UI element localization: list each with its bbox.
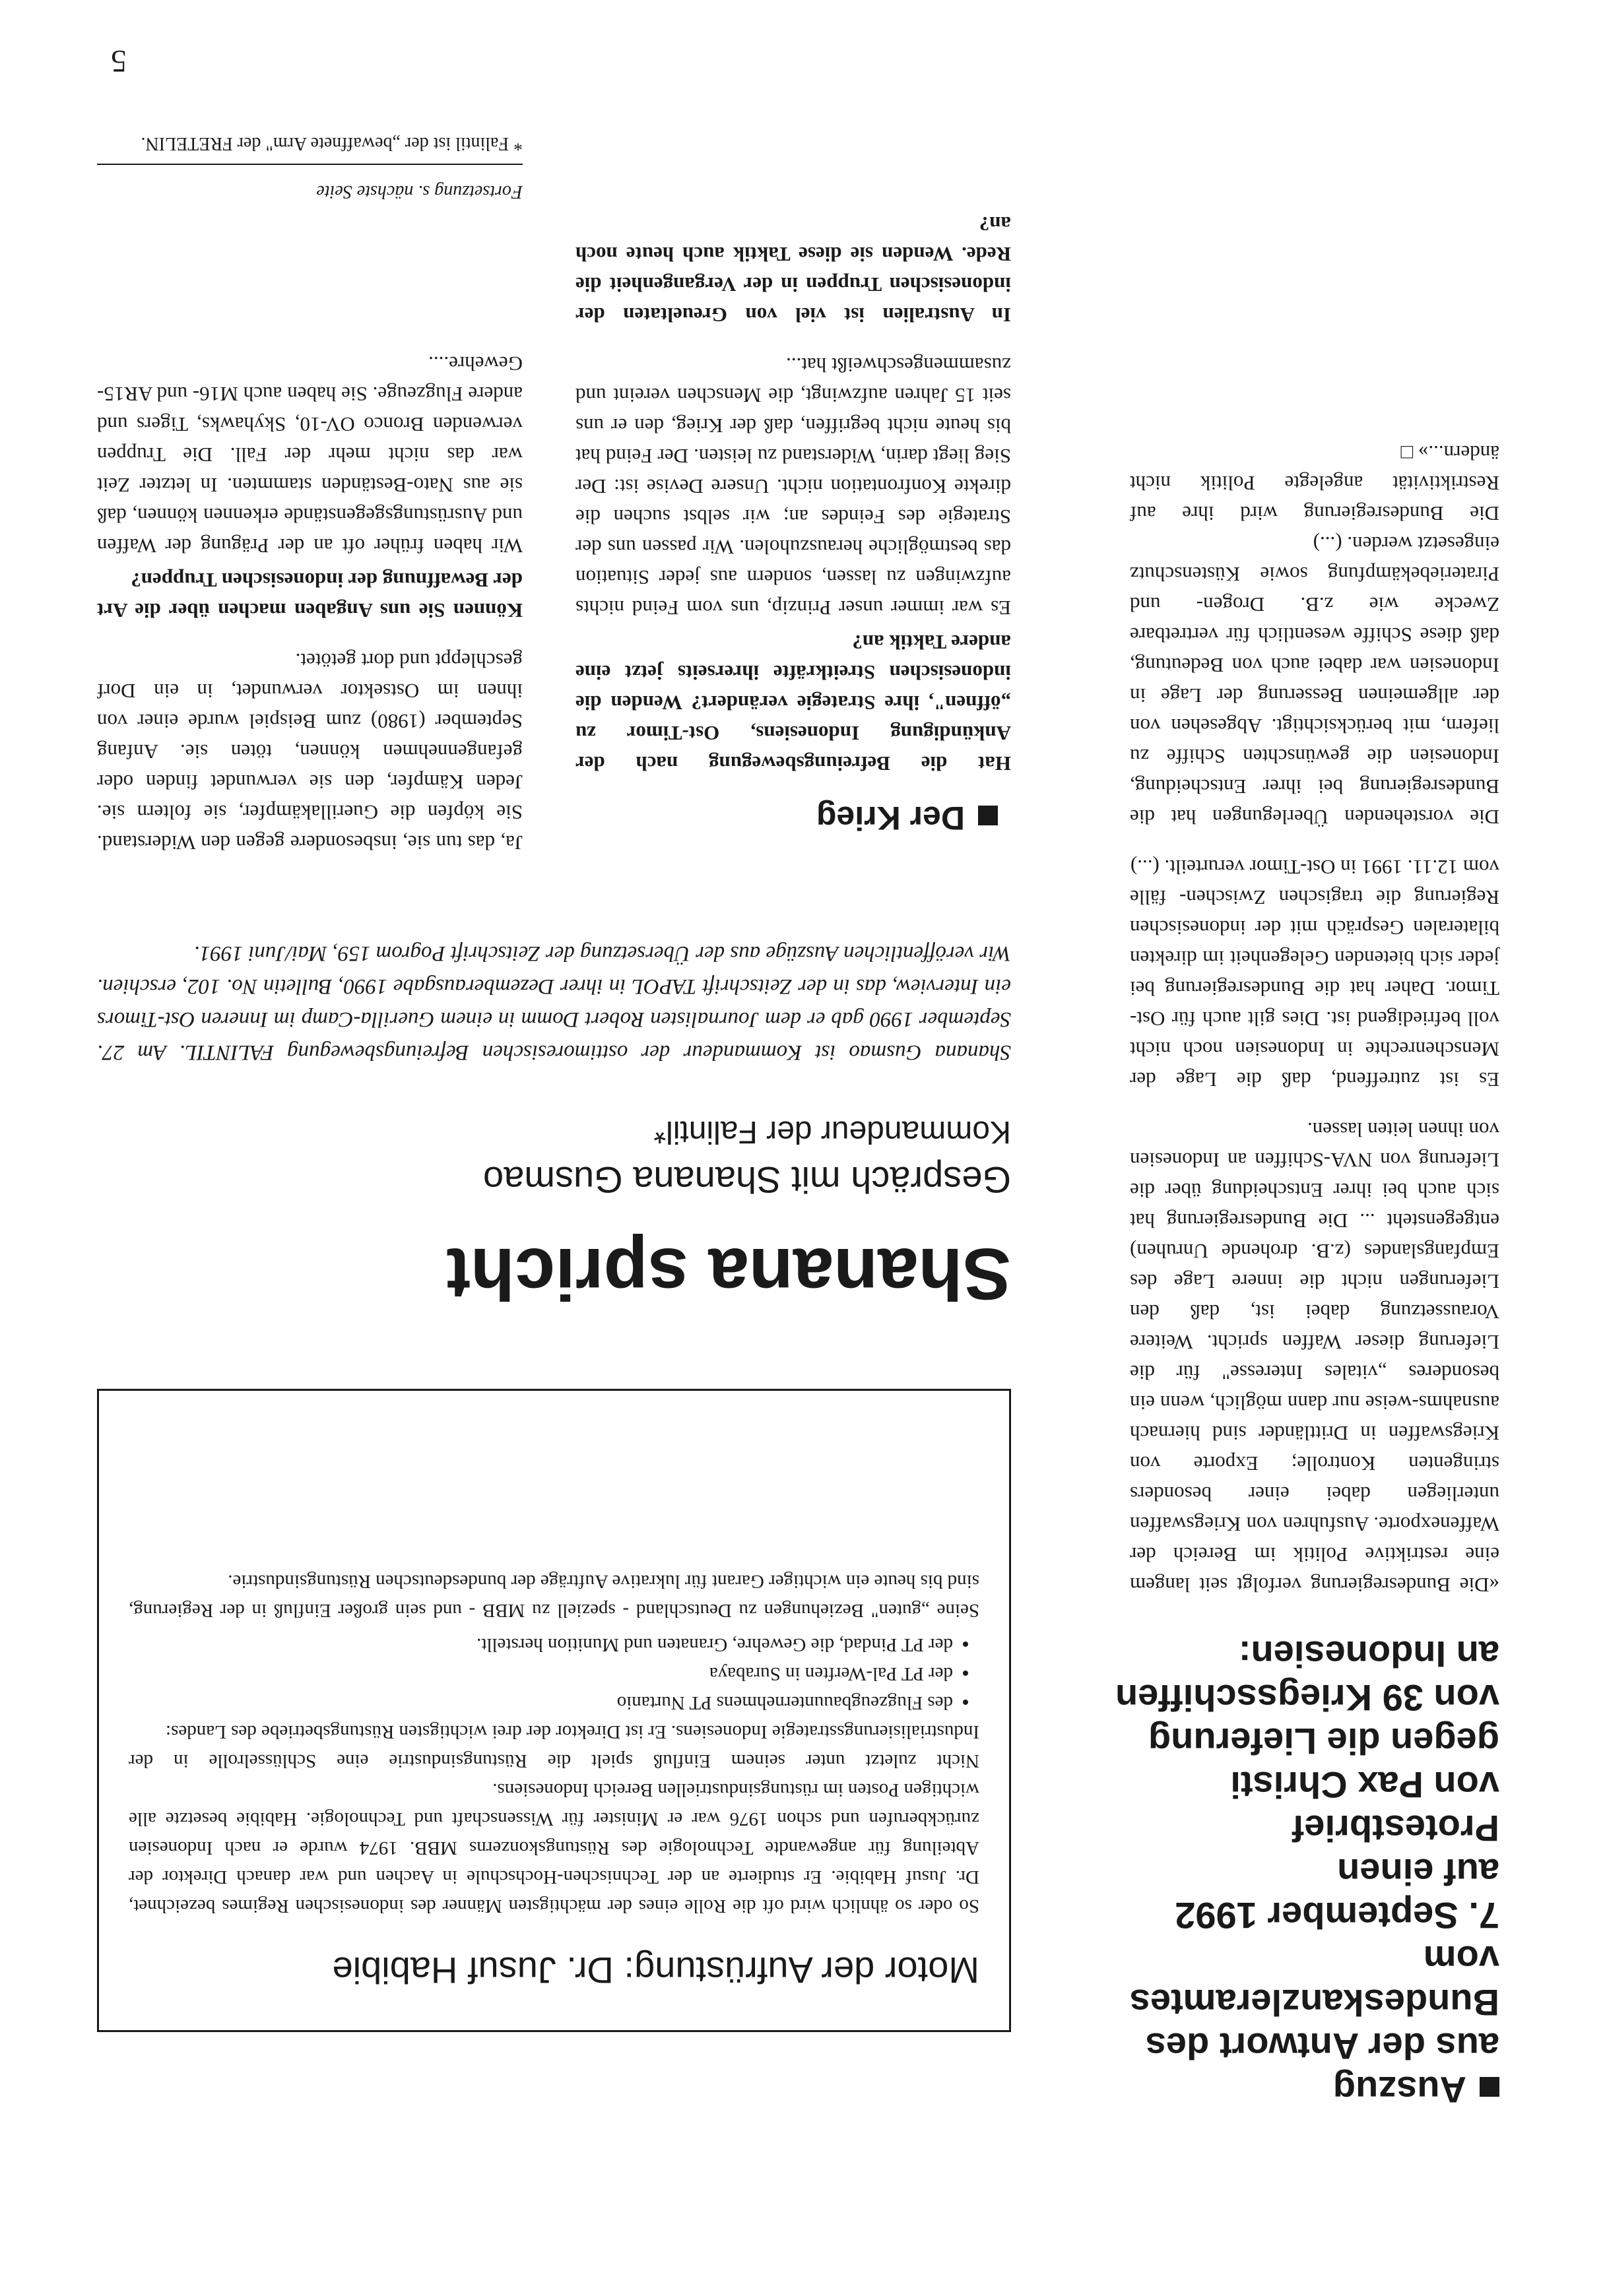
sidebar-heading-line: von Pax Christi — [1230, 1764, 1499, 1806]
sidebar-heading-line: Auszug — [1130, 2068, 1499, 2111]
sidebar-heading-line: aus der Antwort des — [1145, 2025, 1499, 2067]
box-bullet-list — [129, 1630, 979, 1717]
box-title: Motor der Aufrüstung: Dr. Jusuf Habibie — [332, 1950, 979, 1991]
interview-question: In Australien ist viel von Greueltaten der indonesischen Truppen in der Vergangenheit die Rede. Wenden sie diese Taktik auch heute noch an? — [575, 212, 1011, 327]
interview-question: Hat die Befreiungsbewegung nach der Ankündigung Indonesiens, Ost-Timor zu „öffnen", ihre Strategie verändert? Wenden die indonesischen Streitkräfte ihrerseits jetzt eine andere Taktik an? — [575, 631, 1011, 775]
box-paragraph: Seine „guten" Beziehungen zu Deutschland - speziell zu MBB - und sein großer Einfluß in der Regierung, sind bis heute ein wichtiger Garant für lukrative Aufträge der bundesdeutschen Rüstungsindustrie. — [129, 1571, 979, 1621]
box-paragraph: Nicht zuletzt unter seinem Einfluß spielt die Rüstungsindustrie eine Schlüsselrolle in der Industrialisierungsstrategie Indonesiens. Er ist Direktor der drei wichtigsten Rüstungsbetriebe des Landes: — [129, 1721, 979, 1771]
interview-answer: Es war immer unser Prinzip, uns vom Feind nichts aufzwingen zu lassen, sondern aus jeder Situation das bestmögliche herauszuholen. Wir passen uns der Strategie des Feindes an; wir selbst suchen die direkte Konfrontation nicht. Unsere Devise ist: Der Sieg liegt darin, Widerstand zu leisten. Der Feind hat bis heute nicht begriffen, daß der Krieg, den er uns seit 15 Jahren aufzwingt, die Menschen vereint und zusammengeschweißt hat... — [575, 354, 1011, 620]
article-intro: Shanana Gusmao ist Kommandeur der osttimoresischen Befreiungsbewegung FALINTIL. Am 27. September 1990 gab er dem Journalisten Robert Domm in einem Guerilla-Camp im Inneren Ost-Timors ein Interview, das in der Zeitschrift TAPOL in ihrer Dezemberausgabe 1990, Bulletin No. 102, erschien. Wir veröffentlichen Auszüge aus der Übersetzung der Zeitschrift Pogrom 159, Mai/Juni 1991. — [97, 941, 1011, 1064]
sidebar-paragraph: Die vorstehenden Überlegungen hat die Bundesregierung bei ihrer Entscheidung, Indonesien die gewünschten Schiffe zu liefern, mit berücksichtigt. Abgesehen von der allgemeinen Besserung der Lage in Indonesien war dabei auch von Bedeutung, daß diese Schiffe wesentlich für vertretbare Zwecke wie z.B. Drogen- und Pirateriebekämpfung sowie Küstenschutz eingesetzt werden. (...) — [1130, 532, 1499, 829]
interview-question: Können Sie uns Angaben machen über die Art der Bewaffnung der indonesischen Truppen? — [97, 569, 523, 622]
sidebar-body — [1130, 437, 1499, 1600]
page-number: 5 — [111, 44, 127, 79]
article-column-right — [97, 348, 523, 858]
habibie-box — [97, 1389, 1011, 2032]
sidebar-heading-line: vom — [1423, 1938, 1499, 1980]
box-paragraph: So oder so ähnlich wird oft die Rolle eines der mächtigsten Männer des indonesischen Regimes bezeichnet, Dr. Jusuf Habibie. Er studierte an der Technischen-Hochschule in Aachen und war danach Direktor der Abteilung für angewandte Technologie des Rüstungskonzerns MBB. 1974 wurde er nach Indonesien zurückberufen und schon 1976 war er Minister für Wissenschaft und Technologie. Habibie besetzte alle wichtigen Posten im rüstungsindustriellen Bereich Indonesiens. — [129, 1779, 979, 1917]
box-bullet-item: • der PT Pal-Werften in Surabaya — [129, 1659, 953, 1688]
article-subtitle: Gespräch mit Shanana Gusmao — [483, 1159, 1011, 1201]
article-title: Shanana spricht — [446, 1233, 1011, 1314]
article-subtitle-role: Kommandeur der Falintil* — [653, 1114, 1011, 1149]
article-column-left — [575, 205, 1011, 779]
continued-note: Fortsetzung s. nächste Seite — [316, 181, 523, 202]
box-bullet-item: • der PT Pindad, die Gewehre, Granaten und Munition herstellt. — [129, 1630, 953, 1659]
sidebar-paragraph: Es ist zutreffend, daß die Lage der Menschenrechte in Indonesien noch nicht voll befriedigend ist. Dies gilt auch für Ost-Timor. Daher hat die Bundesregierung bei jeder sich bietenden Gelegenheit im direkten bilateralen Gespräch mit der indonesischen Regierung die tragischen Zwischen- fälle vom 12.11. 1991 in Ost-Timor verurteilt. (...) — [1130, 856, 1499, 1091]
sidebar-heading-line: 7. September 1992 — [1175, 1895, 1499, 1936]
bullet-square-icon — [1480, 2077, 1499, 2097]
sidebar-heading-line: an Indonesien: — [1238, 1634, 1499, 1675]
sidebar-heading — [1115, 1632, 1499, 2111]
interview-answer: Ja, das tun sie, insbesondere gegen den Widerstand. Sie köpfen die Guerillakämpfer, sie foltern sie. Jeden Kämpfer, den sie verwundet finden oder gefangennehmen können, töten sie. Anfang September (1980) zum Beispiel wurde einer von ihnen im Ostsektor verwundet, in ein Dorf geschleppt und dort getötet. — [97, 649, 523, 854]
sidebar-heading-line: von 39 Kriegsschiffen — [1115, 1677, 1499, 1719]
box-bullet-item: • des Flugzeugbauunternehmens PT Nurtanio — [129, 1688, 953, 1717]
sidebar-paragraph: «Die Bundesregierung verfolgt seit langem eine restriktive Politik im Bereich der Waffenexporte. Ausfuhren von Kriegswaffen unterliegen dabei einer besonders stringenten Kontrolle; Exporte von Kriegswaffen in Drittländer sind hiernach ausnahms-weise nur dann möglich, wenn ein besonderes „vitales Interesse" für die Lieferung dieser Waffen spricht. Weitere Voraussetzung dabei ist, daß den Lieferungen nicht die innere Lage des Empfangslandes (z.B. drohende Unruhen) entgegensteht ... Die Bundesregierung hat sich auch bei ihrer Entscheidung über die Lieferung von NVA-Schiffen an Indonesien von ihnen leiten lassen. — [1130, 1118, 1499, 1597]
footnote: * Falintil ist der „bewaffnete Arm" der FRETELIN. — [97, 131, 523, 165]
bullet-square-icon — [978, 806, 998, 825]
sidebar-heading-line: Protestbrief — [1292, 1808, 1499, 1849]
section-heading: Der Krieg — [816, 798, 998, 838]
interview-answer: Wir haben früher oft an der Prägung der Waffen und Ausrüstungsgegenstände erkennen können, daß sie aus Nato-Beständen stammten. In letzter Zeit war das nicht mehr der Fall. Die Truppen verwenden Bronco OV-10, Skyhawks, Tigers und andere Flugzeuge. Sie haben auch M16- und AR15-Gewehre.... — [97, 352, 523, 558]
sidebar-heading-line: auf einen — [1337, 1851, 1499, 1893]
sidebar-heading-line: gegen die Lieferung — [1148, 1721, 1499, 1762]
sidebar-heading-line: Bundeskanzleramtes — [1129, 1982, 1499, 2024]
sidebar-paragraph: Die Bundesregierung wird ihre auf Restriktivität angelegte Politik nicht ändern...» □ — [1130, 441, 1499, 525]
